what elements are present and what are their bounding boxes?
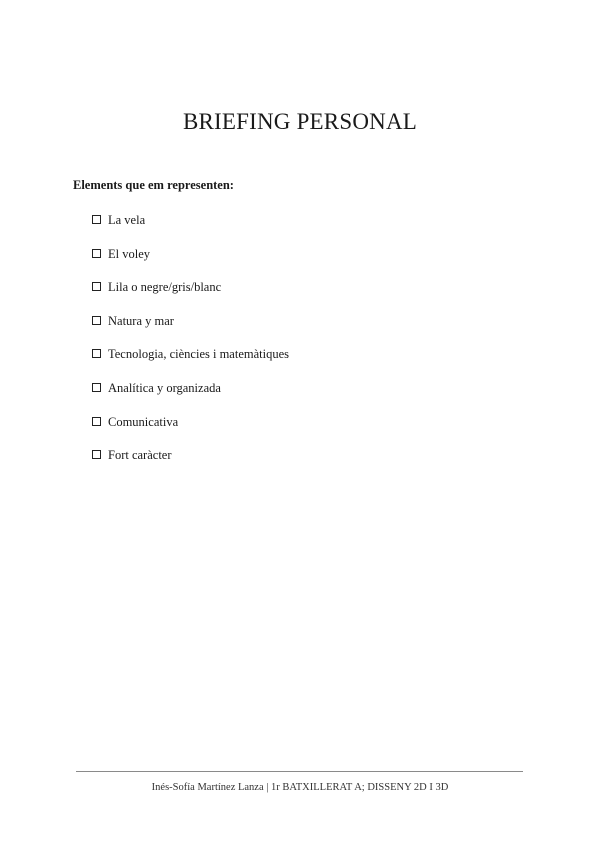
checklist-item-natura [92, 312, 289, 346]
checkbox-icon[interactable] [92, 282, 101, 291]
page-title: BRIEFING PERSONAL [182, 109, 418, 134]
checklist-item-label: Lila o negre/gris/blanc [108, 280, 222, 295]
checklist-item-label: La vela [108, 213, 146, 227]
checklist [92, 211, 289, 480]
checkbox-icon[interactable] [92, 417, 101, 426]
checkbox-icon[interactable] [92, 383, 101, 392]
checklist-item-label: Fort caràcter [108, 448, 172, 463]
checklist-item-comunicativa [92, 413, 289, 447]
checklist-item-label: Tecnologia, ciències i matemàtiques [108, 347, 289, 362]
checklist-item-la-vela [92, 211, 289, 245]
checkbox-icon[interactable] [92, 450, 101, 459]
checklist-item-label: El voley [108, 246, 151, 261]
checklist-item-label: Comunicativa [108, 414, 179, 429]
checkbox-icon[interactable] [92, 349, 101, 358]
section-heading: Elements que em representen: [73, 178, 234, 192]
checklist-item-colors [92, 278, 289, 312]
checklist-item-fort-caracter [92, 446, 289, 480]
checklist-item-analitica [92, 379, 289, 413]
checklist-item-tecnologia [92, 345, 289, 379]
checklist-item-el-voley [92, 245, 289, 279]
footer-divider [76, 771, 523, 772]
checkbox-icon[interactable] [92, 316, 101, 325]
checkbox-icon[interactable] [92, 249, 101, 258]
page-footer: Inés-Sofía Martínez Lanza | 1r BATXILLERAT A; DISSENY 2D I 3D [151, 782, 449, 793]
checklist-item-label: Natura y mar [108, 313, 174, 328]
checkbox-icon[interactable] [92, 215, 101, 224]
checklist-item-label: Analítica y organizada [108, 380, 221, 395]
